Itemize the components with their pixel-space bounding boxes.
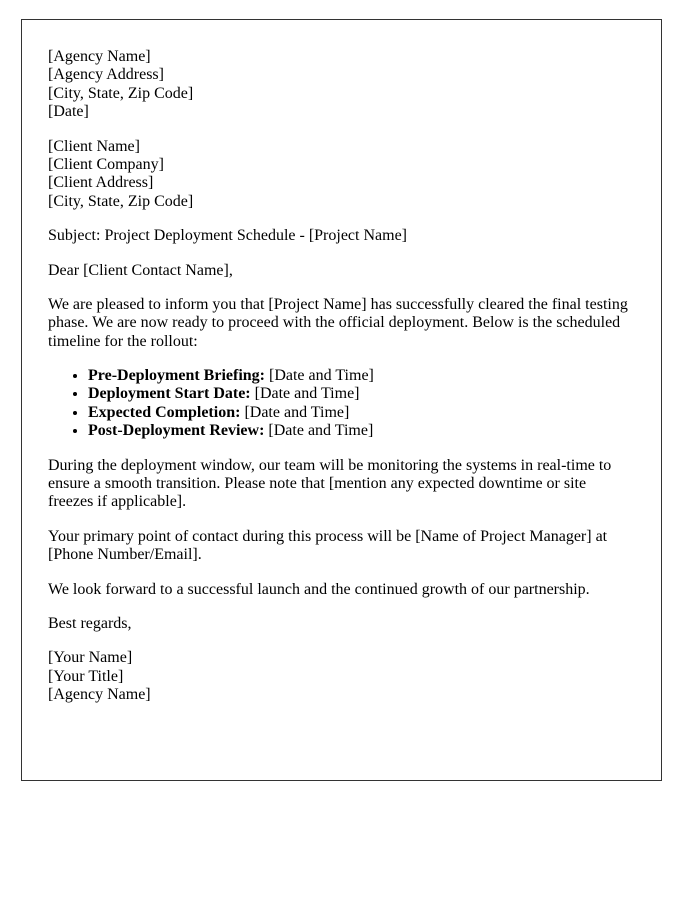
signature-your-name: [Your Name] (48, 649, 133, 667)
recipient-client-address: [Client Address] (48, 174, 154, 192)
schedule-item (88, 385, 631, 403)
schedule-item-label: Expected Completion: (88, 403, 241, 421)
schedule-item (88, 422, 631, 440)
partnership-paragraph: We look forward to a successful launch and the continued growth of our partnership. (48, 580, 590, 598)
contact-paragraph: Your primary point of contact during this process will be [Name of Project Manager] at [Phone Number/Email]. (48, 527, 608, 564)
sender-date: [Date] (48, 103, 89, 121)
sender-city-state-zip: [City, State, Zip Code] (48, 84, 194, 102)
schedule-item (88, 404, 631, 422)
recipient-client-name: [Client Name] (48, 137, 140, 155)
subject-line: Subject: Project Deployment Schedule - [Project Name] (48, 227, 408, 245)
recipient-client-company: [Client Company] (48, 155, 164, 173)
schedule-item-label: Post-Deployment Review: (88, 422, 265, 440)
schedule-item-label: Pre-Deployment Briefing: (88, 367, 265, 385)
schedule-item-value: [Date and Time] (269, 367, 374, 385)
sender-block (48, 48, 631, 122)
schedule-list (48, 367, 631, 441)
schedule-item-value: [Date and Time] (254, 385, 360, 403)
signature-block (48, 649, 631, 704)
schedule-item-value: [Date and Time] (268, 422, 374, 440)
sign-off: Best regards, (48, 614, 132, 632)
recipient-city-state-zip: [City, State, Zip Code] (48, 192, 194, 210)
schedule-item-value: [Date and Time] (244, 403, 350, 421)
sender-agency-name: [Agency Name] (48, 48, 151, 65)
schedule-item-label: Deployment Start Date: (88, 385, 251, 403)
intro-paragraph: We are pleased to inform you that [Project Name] has successfully cleared the final testing phase. We are now ready to proceed with the official deployment. Below is the scheduled timeline for the rollout: (48, 295, 628, 350)
sender-agency-address: [Agency Address] (48, 66, 164, 84)
letter-document (21, 19, 662, 781)
signature-agency-name: [Agency Name] (48, 686, 151, 704)
schedule-item (88, 367, 631, 385)
signature-your-title: [Your Title] (48, 667, 124, 685)
salutation: Dear [Client Contact Name], (48, 261, 233, 279)
monitoring-paragraph: During the deployment window, our team will be monitoring the systems in real-time to ensure a smooth transition. Please note that [mention any expected downtime or site freezes if applicable]. (48, 456, 612, 511)
recipient-block (48, 138, 631, 212)
